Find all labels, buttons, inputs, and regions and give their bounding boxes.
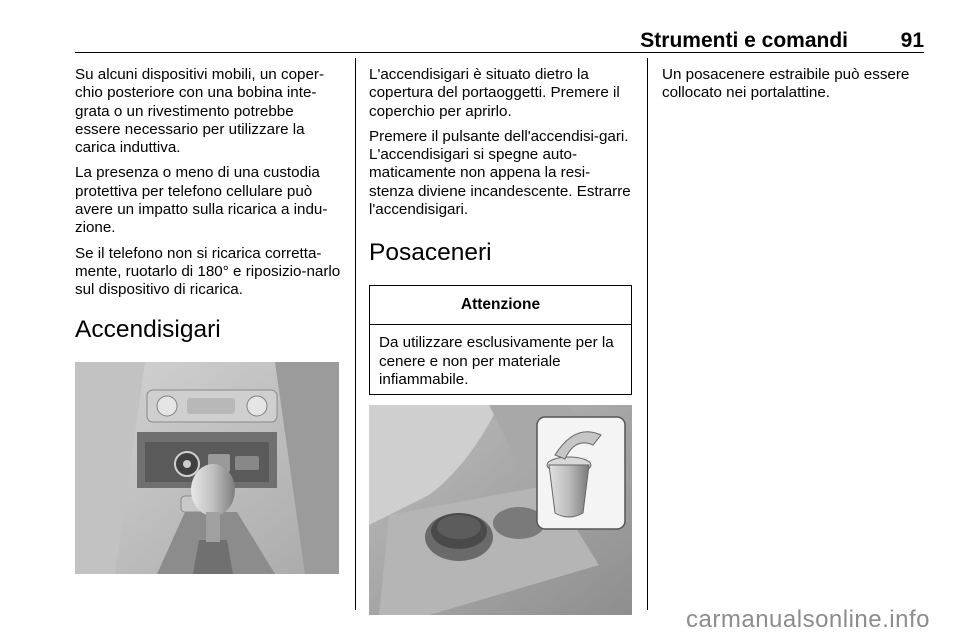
paragraph-mobile-cover: Su alcuni dispositivi mobili, un coper-chio posteriore con una bobina inte-grata o un rivestimento potrebbe essere necessario per utilizzare la carica induttiva. — [75, 66, 325, 157]
paragraph-lighter-location: L'accendisigari è situato dietro la copertura del portaoggetti. Premere il coperchio per aprirlo. — [369, 66, 620, 120]
column-divider-1 — [355, 58, 356, 610]
cigarette-lighter-console-illustration — [75, 362, 339, 574]
warning-title: Attenzione — [370, 286, 631, 325]
paragraph-rotate-phone: Se il telefono non si ricarica corretta-mente, ruotarlo di 180° e riposizio-narlo sul dispositivo di ricarica. — [75, 244, 341, 299]
column-1 — [75, 66, 343, 574]
page-header-title: Strumenti e comandi — [640, 29, 848, 52]
column-2 — [369, 66, 633, 615]
warning-box — [369, 285, 632, 395]
watermark: carmanualsonline.info — [686, 606, 930, 633]
heading-accendisigari: Accendisigari — [75, 315, 221, 343]
paragraph-phone-case: La presenza o meno di una custodia protettiva per telefono cellulare può avere un impatto sulla ricarica a indu-zione. — [75, 164, 328, 237]
column-divider-2 — [647, 58, 648, 610]
header-rule — [75, 52, 924, 53]
heading-posaceneri: Posaceneri — [369, 239, 492, 267]
page-number: 91 — [900, 29, 924, 52]
paragraph-removable-ashtray: Un posacenere estraibile può essere collocato nei portalattine. — [662, 66, 910, 102]
column-3 — [662, 66, 930, 110]
warning-text: Da utilizzare esclusivamente per la cenere e non per materiale infiammabile. — [379, 334, 614, 388]
ashtray-cupholder-illustration — [369, 405, 632, 615]
paragraph-lighter-usage: Premere il pulsante dell'accendisi-gari. L'accendisigari si spegne auto-maticamente non appena la resi-stenza diviene incandescente. Estrarre l'accendisigari. — [369, 127, 631, 219]
